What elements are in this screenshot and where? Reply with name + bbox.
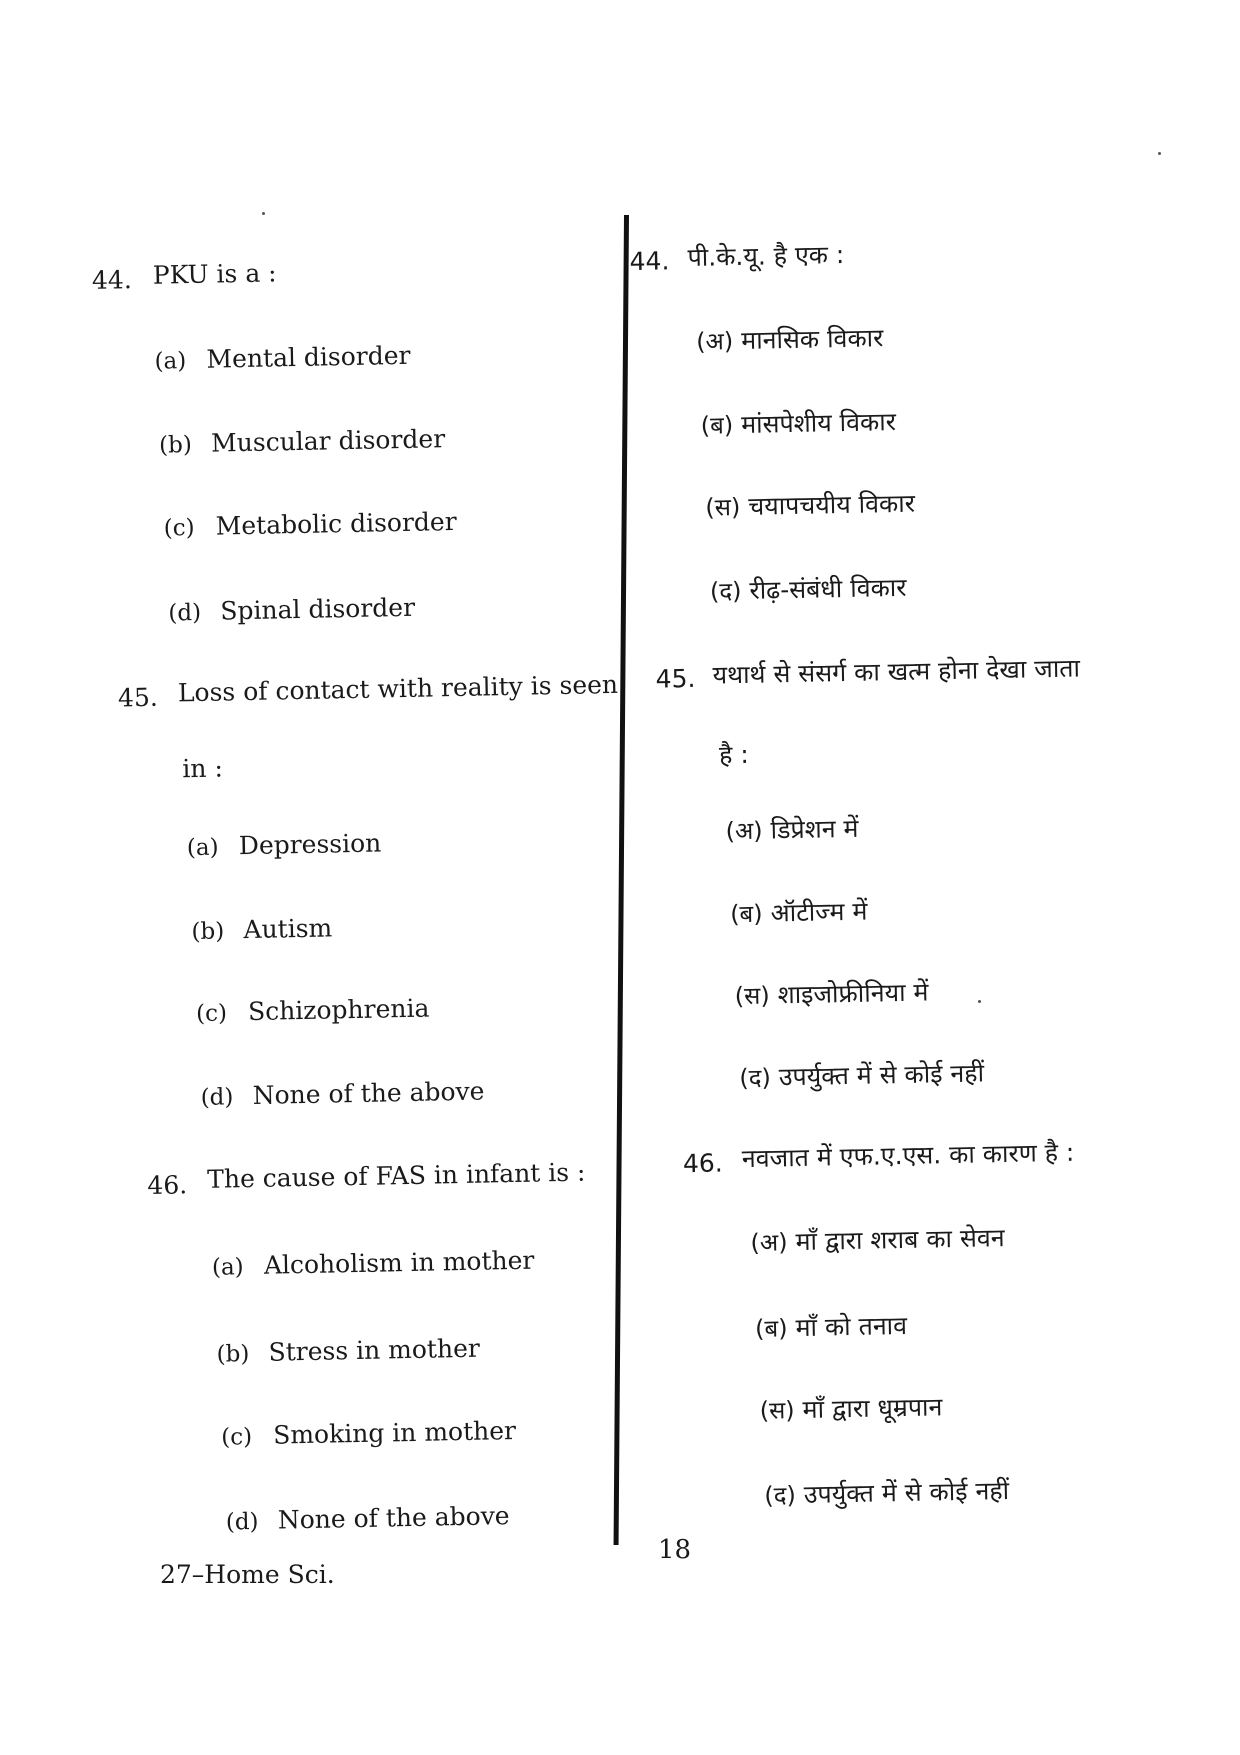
option-text: माँ को तनाव xyxy=(795,1310,908,1343)
question-number: 46. xyxy=(147,1170,188,1200)
scan-speck xyxy=(262,212,265,215)
option-text: None of the above xyxy=(277,1501,510,1535)
option-c xyxy=(734,974,928,1012)
option-b xyxy=(159,424,446,458)
option-d xyxy=(710,570,907,608)
option-label: (द) xyxy=(709,577,742,606)
option-label: (अ) xyxy=(695,327,734,356)
paper-code: 27–Home Sci. xyxy=(160,1560,335,1589)
option-text: Spinal disorder xyxy=(220,592,416,626)
option-text: माँ द्वारा धूम्रपान xyxy=(802,1392,943,1424)
option-label: (c) xyxy=(220,1424,253,1451)
question-44-en xyxy=(0,0,605,627)
option-label: (b) xyxy=(158,432,193,459)
option-c xyxy=(759,1389,942,1427)
option-c xyxy=(163,507,456,542)
option-label: (d) xyxy=(200,1084,234,1111)
option-text: Stress in mother xyxy=(268,1333,481,1367)
option-label: (ब) xyxy=(729,899,763,929)
option-text: उपर्युक्त में से कोई नहीं xyxy=(778,1058,985,1092)
option-text: Alcoholism in mother xyxy=(263,1245,535,1280)
option-text: मांसपेशीय विकार xyxy=(740,407,897,439)
option-a xyxy=(725,811,859,848)
option-text: Muscular disorder xyxy=(210,424,446,458)
option-c xyxy=(705,486,915,524)
option-text: Schizophrenia xyxy=(247,993,430,1027)
option-c xyxy=(221,1416,516,1451)
option-text: None of the above xyxy=(252,1076,485,1110)
question-text-continued: है : xyxy=(718,739,750,770)
option-label: (स) xyxy=(734,981,770,1011)
option-a xyxy=(750,1220,1005,1259)
option-label: (स) xyxy=(705,493,741,522)
option-d xyxy=(200,1077,484,1111)
page-number: 18 xyxy=(658,1535,692,1565)
scan-speck xyxy=(978,1000,981,1003)
option-d xyxy=(764,1473,1009,1512)
option-label: (ब) xyxy=(754,1314,788,1343)
option-text: शाइजोफ्रीनिया में xyxy=(777,977,929,1010)
scan-speck xyxy=(1158,152,1161,155)
option-c xyxy=(196,994,430,1027)
question-number: 44. xyxy=(91,265,133,295)
option-b xyxy=(191,913,332,945)
option-text: रीढ़-संबंधी विकार xyxy=(749,572,907,605)
question-number: 44. xyxy=(629,246,670,277)
option-label: (स) xyxy=(759,1396,795,1425)
option-text: Metabolic disorder xyxy=(215,506,457,541)
option-d xyxy=(739,1055,984,1094)
option-d xyxy=(226,1501,510,1535)
option-label: (b) xyxy=(216,1341,250,1368)
question-number: 46. xyxy=(682,1148,723,1179)
option-label: (d) xyxy=(168,599,202,627)
option-a xyxy=(696,320,884,358)
option-text: Autism xyxy=(243,913,333,945)
question-text: नवजात में एफ.ए.एस. का कारण है : xyxy=(741,1137,1075,1174)
option-text: Depression xyxy=(238,828,382,861)
option-text: Mental disorder xyxy=(206,340,411,374)
option-label: (b) xyxy=(191,918,225,946)
column-divider xyxy=(614,215,629,1545)
option-text: Smoking in mother xyxy=(272,1415,517,1450)
option-label: (a) xyxy=(154,348,187,375)
option-label: (c) xyxy=(195,1000,228,1028)
option-text: डिप्रेशन में xyxy=(770,813,859,845)
question-text: The cause of FAS in infant is : xyxy=(206,1157,586,1194)
question-number: 45. xyxy=(655,663,696,694)
option-a xyxy=(154,341,410,375)
question-text: Loss of contact with reality is seen xyxy=(177,669,619,708)
option-label: (ब) xyxy=(700,411,734,440)
english-column xyxy=(0,0,619,1536)
option-label: (a) xyxy=(186,834,219,862)
question-text-continued: in : xyxy=(182,753,224,784)
question-text: PKU is a : xyxy=(152,258,277,290)
option-a xyxy=(187,828,382,861)
option-text: चयापचयीय विकार xyxy=(748,488,916,521)
option-text: ऑटीज्म में xyxy=(770,896,868,928)
question-text: पी.के.यू. है एक : xyxy=(687,239,845,272)
option-label: (d) xyxy=(225,1508,259,1536)
option-label: (c) xyxy=(163,514,195,542)
option-b xyxy=(700,404,896,442)
question-number: 45. xyxy=(117,682,159,713)
option-b xyxy=(755,1308,908,1345)
option-label: (अ) xyxy=(725,816,763,846)
option-d xyxy=(168,593,415,627)
option-text: उपर्युक्त में से कोई नहीं xyxy=(803,1476,1010,1509)
option-b xyxy=(216,1334,480,1368)
option-text: माँ द्वारा शराब का सेवन xyxy=(795,1223,1005,1257)
option-label: (अ) xyxy=(750,1228,788,1257)
question-text: यथार्थ से संसर्ग का खत्म होना देखा जाता xyxy=(712,653,1081,690)
option-a xyxy=(212,1246,535,1281)
option-text: मानसिक विकार xyxy=(740,323,884,355)
option-label: (द) xyxy=(739,1063,772,1093)
option-label: (a) xyxy=(211,1254,244,1281)
option-b xyxy=(730,894,868,931)
option-label: (द) xyxy=(764,1481,797,1510)
